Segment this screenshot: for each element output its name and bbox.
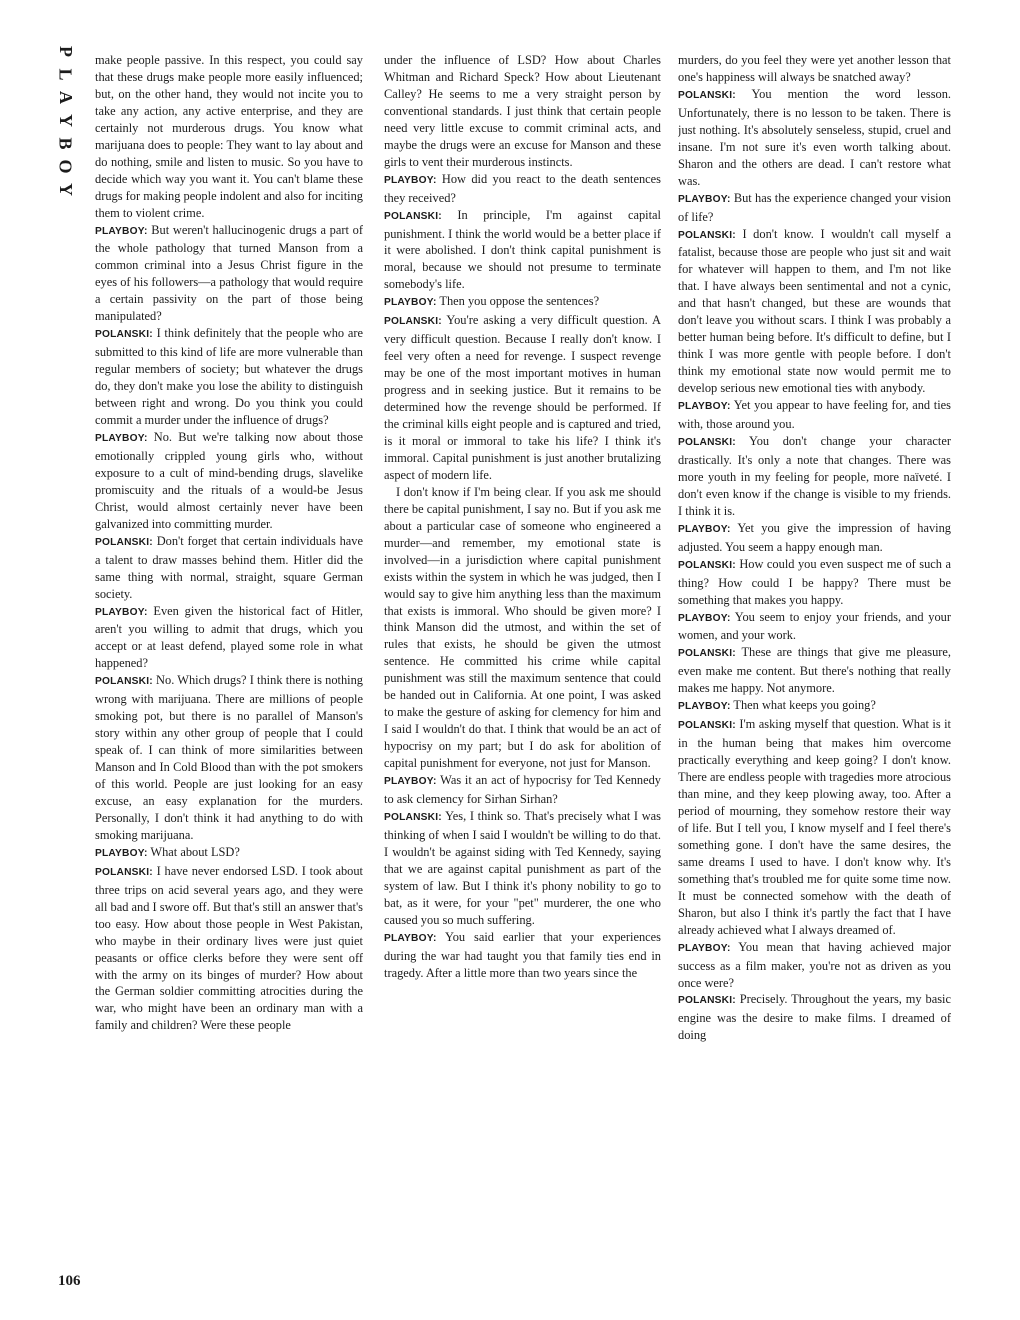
paragraph (384, 171, 661, 207)
speaker-label: PLAYBOY: (95, 847, 148, 859)
paragraph (678, 190, 951, 226)
speaker-label: POLANSKI: (384, 316, 442, 328)
paragraph (95, 603, 363, 673)
paragraph-text: No. But we're talking now about those emotionally crippled young girls who, without exposure to a cult of mind-bending drugs, slavelike promiscuity and the rituals of a would-be Jesus Christ, would almost certainly never have been galvanized into committing murder. (95, 429, 363, 531)
paragraph-text: Was it an act of hypocrisy for Ted Kennedy to ask clemency for Sirhan Sirhan? (384, 773, 661, 806)
paragraph-text: I'm asking myself that question. What is it in the human being that makes him overcome practically everything and keep going? I don't know. There are endless people with tragedies more atrocious than mine, and they keep plowing away, too. After a period of mourning, they somehow restore their way of life. But I tell you, I know myself and I feel there's something gone. I don't have the same desires, the same dreams I used to have. I don't know why. It's something that's troubled me for quite some time now. It must be connected somehow with the death of Sharon, but also I think it's partly the fact that I have already achieved what I always dreamed of. (678, 717, 951, 937)
paragraph (678, 520, 951, 556)
paragraph (384, 52, 661, 171)
paragraph-text: Then what keeps you going? (733, 698, 876, 713)
paragraph (678, 556, 951, 609)
paragraph (678, 226, 951, 398)
speaker-label: POLANSKI: (678, 995, 736, 1007)
paragraph (95, 672, 363, 844)
paragraph-text: But weren't hallucinogenic drugs a part of the whole pathology that turned Manson from a common criminal into a Jesus Christ figure in the eyes of his followers—a pathology that would require a certain passivity on the part of those being manipulated? (95, 222, 363, 324)
speaker-label: PLAYBOY: (678, 401, 731, 413)
paragraph-text: I have never endorsed LSD. I took about three trips on acid several years ago, and they were all bad and I swore off. But that's still an answer that's too easy. How about those people in West Pakistan, who maybe in their ordinary lives were just quiet peasants or office clerks before they were sent off with the army on its binges of murder? How about the German soldier committing atrocities during the war, who might have been an ordinary man with a family and children? Were these people (95, 863, 363, 1033)
paragraph (384, 772, 661, 808)
paragraph (678, 644, 951, 697)
paragraph-text: In principle, I'm against capital punishment. I think the world would be a better place if it were abolished. I don't think capital punishment is moral, because we should not presume to terminate somebody's life. (384, 207, 661, 292)
paragraph (678, 397, 951, 433)
paragraph (678, 86, 951, 190)
text-column-2 (384, 52, 661, 1312)
magazine-running-head (53, 40, 77, 201)
paragraph-text: make people passive. In this respect, you could say that these drugs make people more easily influenced; but, on the other hand, they would not incite you to take any action, any active enterprise, and they are certainly not murderous drugs. You know what marijuana does to people: They want to lay about and do nothing, smile and listen to music. So you have to decide which way you want it. You can't blame these drugs for making people indolent and also for inciting them to violent crime. (95, 53, 363, 220)
paragraph-text: You mean that having achieved major success as a film maker, you're not as driven as you once were? (678, 939, 951, 990)
paragraph-text: Yes, I think so. That's precisely what I was thinking of when I said I wouldn't be willing to do that. I wouldn't be against siding with Ted Kennedy, saying that we are against capital punishment as part of the system of law. But I think it's phony nobility to go to bat, as it were, for your "pet" murderer, the one who caused you so much suffering. (384, 808, 661, 927)
paragraph (678, 433, 951, 520)
paragraph-text: How did you react to the death sentences they received? (384, 171, 661, 205)
speaker-label: PLAYBOY: (678, 701, 731, 713)
paragraph-text: Even given the historical fact of Hitler, aren't you willing to admit that drugs, which you accept or at least defend, played some role in what happened? (95, 603, 363, 671)
paragraph (678, 697, 951, 716)
paragraph-text: You mention the word lesson. Unfortunately, there is no lesson to be taken. There is just nothing. It's absolutely senseless, stupid, cruel and insane. I'm not sure it's even worth talking about. Sharon and the others are dead. I can't restore what was. (678, 86, 951, 188)
paragraph-text: murders, do you feel they were yet another lesson that one's happiness will always be snatched away? (678, 53, 951, 84)
paragraph (384, 293, 661, 312)
paragraph (384, 808, 661, 929)
speaker-label: POLANSKI: (95, 676, 153, 688)
text-column-1 (95, 52, 363, 1312)
speaker-label: PLAYBOY: (384, 932, 437, 944)
speaker-label: PLAYBOY: (384, 776, 437, 788)
speaker-label: POLANSKI: (678, 648, 736, 660)
paragraph (384, 312, 661, 484)
paragraph (95, 429, 363, 533)
paragraph-text: I don't know. I wouldn't call myself a fatalist, because those are people who just sit and wait for whatever will happen to them, and I'm not like that. I have always been sentimental and not a cynic, and that hasn't changed, but these are wounds that don't leave you without scars. I think I was probably a better human being before. It's difficult to define, but I think I was more gentle with people before. I don't think my emotional state now would permit me to develop serious new emotional ties with anybody. (678, 226, 951, 396)
speaker-label: POLANSKI: (384, 210, 442, 222)
speaker-label: POLANSKI: (678, 229, 736, 241)
speaker-label: PLAYBOY: (678, 612, 731, 624)
paragraph (95, 52, 363, 222)
speaker-label: POLANSKI: (95, 866, 153, 878)
speaker-label: PLAYBOY: (95, 432, 148, 444)
running-head-letter: Y (55, 183, 76, 196)
paragraph-text: No. Which drugs? I think there is nothing wrong with marijuana. There are millions of people smoking pot, but there is no parallel of Manson's story within any other group of people that I could speak of. I can think of more similarities between Manson and In Cold Blood than with the pot smokers of this world. People are just looking for an easy excuse, an easy explanation for the murders. Personally, I don't think it had anything to do with smoking marijuana. (95, 673, 363, 842)
paragraph-text: I don't know if I'm being clear. If you ask me should there be capital punishment, I say no. But if you ask me about a particular case of someone who engineered a murder—and remember, my emotional state is involved—in a jurisdiction where capital punishment exists within the system in which he was judged, then I would say to give him anything less than the maximum that exists is immoral. Who should be given more? I think Manson did the utmost, and within the set of rules that exists, he should be given the utmost sentence. He committed his crime while capital punishment was still the maximum sentence that could be handed out in California. At one point, I was asked to make the gesture of asking for clemency for him and I said I wouldn't do that. I think that would be an act of hypocrisy on my part; but I do ask for abolition of capital punishment for everyone, not just for Manson. (384, 484, 661, 771)
paragraph-text: But has the experience changed your vision of life? (678, 190, 951, 224)
paragraph-text: I think definitely that the people who are submitted to this kind of life are more vulnerable than regular members of society; but whatever the drugs do, they don't make you lose the ability to distinguish between right and wrong. Do you think you could commit a murder under the influence of drugs? (95, 326, 363, 428)
paragraph-text: You seem to enjoy your friends, and your women, and your work. (678, 609, 951, 643)
paragraph (95, 863, 363, 1035)
paragraph (384, 929, 661, 982)
speaker-label: POLANSKI: (678, 436, 736, 448)
paragraph (384, 207, 661, 294)
speaker-label: POLANSKI: (678, 89, 736, 101)
paragraph-text: You don't change your character drastically. It's only a note that changes. There was more youth in my feeling for people, more naïveté. I don't even know if the change is visible to my friends. I think it is. (678, 433, 951, 518)
running-head-letter: Y (55, 114, 76, 127)
running-head-letter: B (55, 137, 76, 150)
running-head-letter: O (55, 159, 76, 174)
speaker-label: PLAYBOY: (678, 523, 731, 535)
speaker-label: POLANSKI: (678, 720, 736, 732)
paragraph-text: You're asking a very difficult question. A very difficult question. Because I really don't know. I feel very often a need for revenge. I suspect revenge may be one of the most important motives in human progress and in seeking justice. But it remains to be determined how the revenge should be performed. If the criminal kills eight people and is captured and tried, is it moral or immoral to take his life? I think it's immoral. Capital punishment is just another brutalizing aspect of modern life. (384, 313, 661, 482)
speaker-label: POLANSKI: (678, 559, 736, 571)
paragraph (95, 222, 363, 326)
speaker-label: PLAYBOY: (95, 225, 148, 237)
speaker-label: PLAYBOY: (384, 174, 437, 186)
speaker-label: PLAYBOY: (678, 942, 731, 954)
paragraph-text: Don't forget that certain individuals have a talent to draw masses behind them. Hitler did the same thing with normal, straight, square German society. (95, 533, 363, 601)
speaker-label: PLAYBOY: (678, 193, 731, 205)
paragraph (678, 52, 951, 86)
speaker-label: POLANSKI: (384, 811, 442, 823)
running-head-letter: P (55, 46, 76, 57)
paragraph-text: These are things that give me pleasure, even make me content. But there's nothing that really makes me happy. Not anymore. (678, 645, 951, 696)
speaker-label: PLAYBOY: (384, 297, 437, 309)
speaker-label: POLANSKI: (95, 329, 153, 341)
speaker-label: PLAYBOY: (95, 606, 148, 618)
paragraph-text: Yet you give the impression of having adjusted. You seem a happy enough man. (678, 520, 951, 554)
speaker-label: POLANSKI: (95, 536, 153, 548)
paragraph-text: You said earlier that your experiences during the war had taught you that family ties end in tragedy. After a little more than two years since the (384, 929, 661, 980)
paragraph (678, 609, 951, 645)
paragraph-text: under the influence of LSD? How about Charles Whitman and Richard Speck? How about Lieutenant Calley? He seems to me a very straight person by conventional standards. I just think that certain people need very little excuse to commit criminal acts, and maybe the drugs were an excuse for Manson and these girls to vent their murderous instincts. (384, 53, 661, 169)
paragraph-text: Yet you appear to have feeling for, and ties with, those around you. (678, 398, 951, 432)
paragraph (95, 844, 363, 863)
paragraph (95, 533, 363, 603)
paragraph-text: How could you even suspect me of such a thing? How could I be happy? There must be something that makes you happy. (678, 556, 951, 607)
text-column-3 (678, 52, 951, 1312)
paragraph-text: What about LSD? (150, 844, 240, 859)
paragraph (95, 325, 363, 429)
paragraph (678, 991, 951, 1044)
paragraph-text: Precisely. Throughout the years, my basic engine was the desire to make films. I dreamed of doing (678, 992, 951, 1043)
paragraph (678, 716, 951, 938)
running-head-letter: L (55, 68, 76, 81)
paragraph-text: Then you oppose the sentences? (439, 294, 600, 309)
running-head-letter: A (55, 91, 76, 104)
paragraph (384, 484, 661, 772)
page-number: 106 (58, 1273, 81, 1289)
paragraph (678, 939, 951, 992)
